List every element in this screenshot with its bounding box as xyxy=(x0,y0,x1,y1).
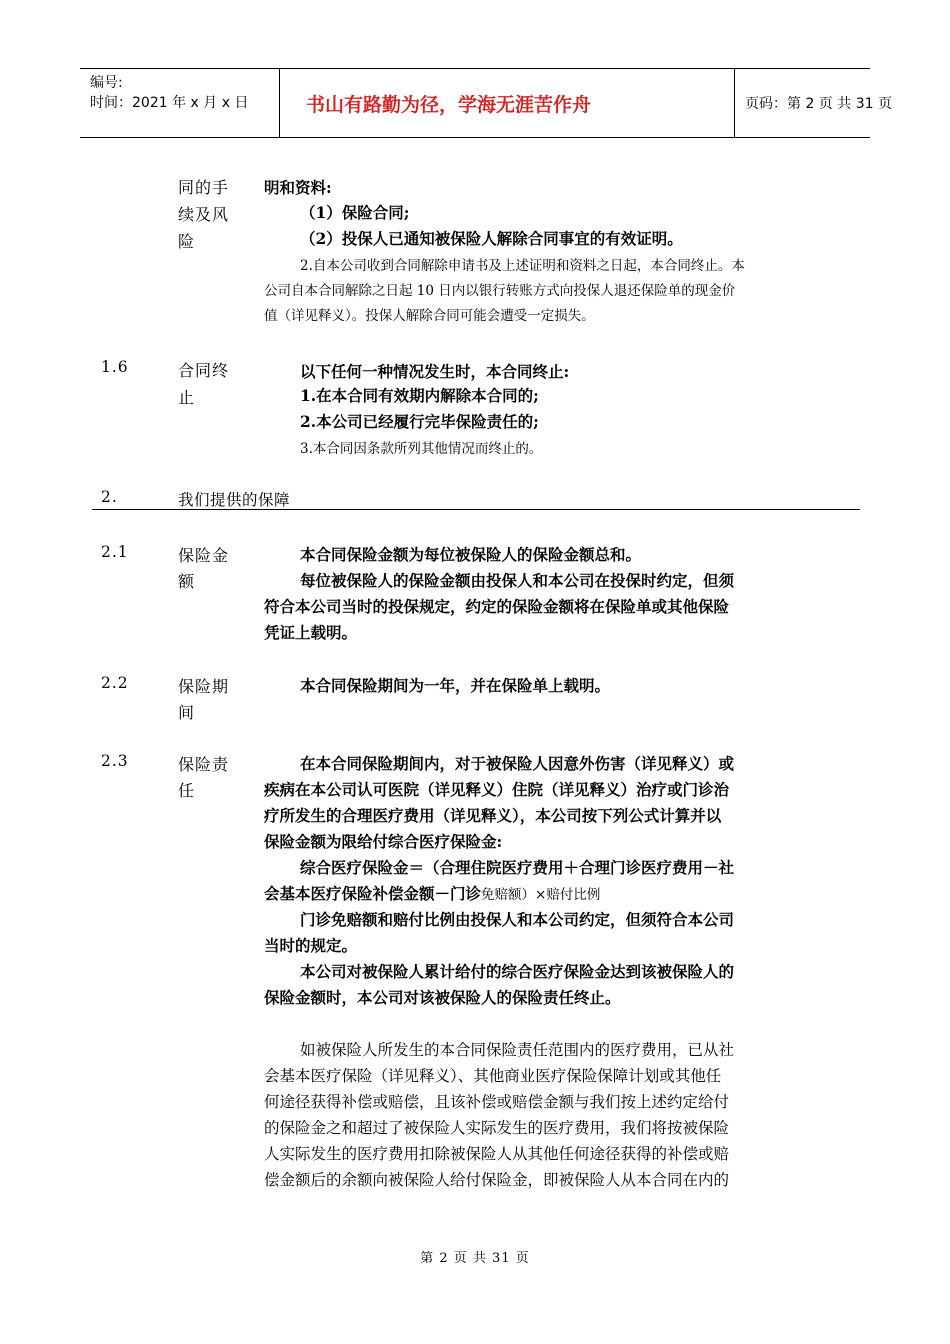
header-page-info: 页码：第 2 页 共 31 页 xyxy=(745,96,892,112)
paragraph-line: 本合同保险金额为每位被保险人的保险金额总和。 xyxy=(300,545,642,564)
formula-normal-part: 免赔额）×赔付比例 xyxy=(481,887,601,903)
formula-bold-part: 会基本医疗保险补偿金额－门诊 xyxy=(264,884,482,903)
paragraph-line: 值（详见释义）。投保人解除合同可能会遭受一定损失。 xyxy=(264,308,595,324)
paragraph-line: 何途径获得补偿或赔偿，且该补偿或赔偿金额与我们按上述约定给付 xyxy=(264,1093,730,1111)
paragraph-line: 疾病在本公司认可医院（详见释义）住院（详见释义）治疗或门诊治 xyxy=(264,780,730,799)
section-number: 2.1 xyxy=(101,543,129,561)
document-time-label: 时间：2021 年 x 月 x 日 xyxy=(90,95,249,111)
paragraph-line: 保险金额为限给付综合医疗保险金: xyxy=(264,832,503,851)
header-motto: 书山有路勤为径，学海无涯苦作舟 xyxy=(280,69,735,137)
chapter-divider xyxy=(92,509,860,510)
chapter-title: 我们提供的保障 xyxy=(178,491,291,509)
paragraph-line: 如被保险人所发生的本合同保险责任范围内的医疗费用，已从社 xyxy=(300,1041,735,1059)
paragraph-line: 偿金额后的余额向被保险人给付保险金，即被保险人从本合同在内的 xyxy=(264,1171,730,1189)
formula-line: 综合医疗保险金＝（合理住院医疗费用＋合理门诊医疗费用－社 xyxy=(300,858,735,877)
paragraph-line: 2.自本公司收到合同解除申请书及上述证明和资料之日起，本合同终止。本 xyxy=(300,258,745,274)
page-footer: 第 2 页 共 31 页 xyxy=(420,1251,530,1266)
section-title: 任 xyxy=(178,781,196,800)
paragraph-line: 疗所发生的合理医疗费用（详见释义），本公司按下列公式计算并以 xyxy=(264,806,722,825)
paragraph-line: 门诊免赔额和赔付比例由投保人和本公司约定，但须符合本公司 xyxy=(300,910,735,929)
paragraph-line: 3.本合同因条款所列其他情况而终止的。 xyxy=(300,441,543,457)
document-number-label: 编号: xyxy=(90,75,123,91)
paragraph-line: 在本合同保险期间内，对于被保险人因意外伤害（详见释义）或 xyxy=(300,754,735,773)
section-title: 合同终 xyxy=(178,361,230,380)
paragraph-line: 的保险金之和超过了被保险人实际发生的医疗费用，我们将按被保险 xyxy=(264,1119,730,1137)
paragraph-line: 1.在本合同有效期内解除本合同的; xyxy=(300,386,539,405)
section-title: 止 xyxy=(178,388,196,407)
section-title: 额 xyxy=(178,572,196,591)
paragraph-line: 明和资料: xyxy=(264,178,332,197)
paragraph-line: 凭证上载明。 xyxy=(264,623,358,642)
paragraph-line: 会基本医疗保险（详见释义）、其他商业医疗保险保障计划或其他任 xyxy=(264,1067,722,1085)
paragraph-line: 符合本公司当时的投保规定，约定的保险金额将在保险单或其他保险 xyxy=(264,597,730,616)
section-title: 保险责 xyxy=(178,755,230,774)
paragraph-line: （1）保险合同; xyxy=(300,203,410,222)
section-title: 间 xyxy=(178,703,196,722)
paragraph-line: 保险金额时，本公司对该被保险人的保险责任终止。 xyxy=(264,988,621,1007)
chapter-number: 2. xyxy=(101,488,118,506)
section-number: 1.6 xyxy=(101,358,129,376)
paragraph-line: 每位被保险人的保险金额由投保人和本公司在投保时约定，但须 xyxy=(300,571,735,590)
header-meta xyxy=(80,69,280,137)
page-header xyxy=(80,68,892,138)
section-title: 保险期 xyxy=(178,677,230,696)
paragraph-line: 当时的规定。 xyxy=(264,936,358,955)
section-1-5-side-3: 险 xyxy=(178,232,196,251)
paragraph-line: 人实际发生的医疗费用扣除被保险人从其他任何途径获得的补偿或赔 xyxy=(264,1145,730,1163)
formula-line-continued xyxy=(264,882,600,904)
section-1-5-side-1: 同的手 xyxy=(178,178,230,197)
paragraph-line: 2.本公司已经履行完毕保险责任的; xyxy=(300,412,539,431)
paragraph-line: 以下任何一种情况发生时，本合同终止: xyxy=(300,362,570,381)
paragraph-line: 公司自本合同解除之日起 10 日内以银行转账方式向投保人退还保险单的现金价 xyxy=(264,283,736,299)
section-number: 2.2 xyxy=(101,674,129,692)
section-number: 2.3 xyxy=(101,752,129,770)
paragraph-line: （2）投保人已通知被保险人解除合同事宜的有效证明。 xyxy=(300,229,683,248)
section-1-5-side-2: 续及风 xyxy=(178,205,230,224)
paragraph-line: 本合同保险期间为一年，并在保险单上载明。 xyxy=(300,676,611,695)
section-title: 保险金 xyxy=(178,546,230,565)
paragraph-line: 本公司对被保险人累计给付的综合医疗保险金达到该被保险人的 xyxy=(300,962,735,981)
